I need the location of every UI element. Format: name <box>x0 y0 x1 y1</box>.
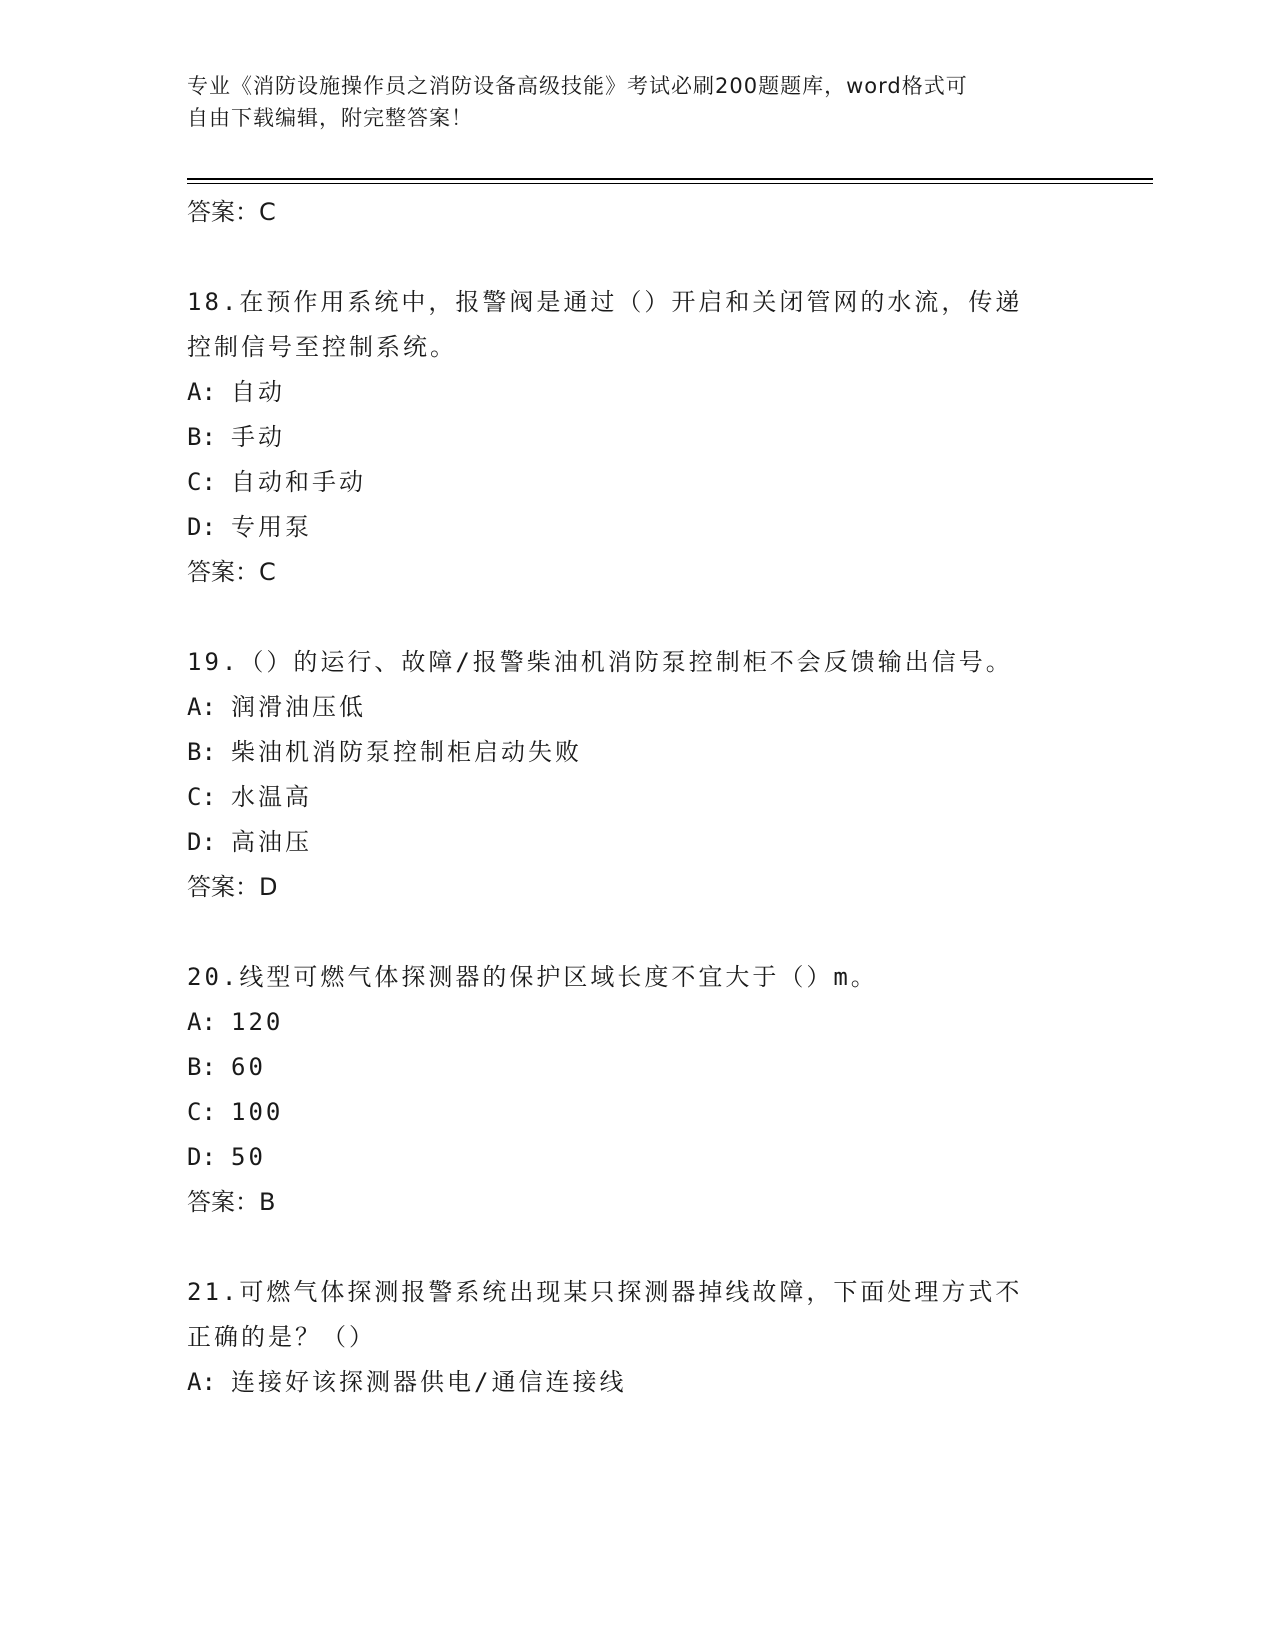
option-text: 120 <box>231 1008 284 1036</box>
option-b <box>187 415 1087 460</box>
option-text: 60 <box>231 1053 266 1081</box>
option-a <box>187 685 1087 730</box>
option-c <box>187 775 1087 820</box>
question-stem-line: 19.（）的运行、故障/报警柴油机消防泵控制柜不会反馈输出信号。 <box>187 648 1013 676</box>
option-text: 自动和手动 <box>231 468 366 496</box>
question-stem-19 <box>187 640 1087 685</box>
option-key: A: <box>187 1008 216 1036</box>
option-text: 连接好该探测器供电/通信连接线 <box>231 1368 627 1396</box>
answer-20: 答案：B <box>187 1188 276 1216</box>
spacer <box>187 235 1087 280</box>
option-text: 润滑油压低 <box>231 693 366 721</box>
option-text: 100 <box>231 1098 284 1126</box>
option-key: A: <box>187 693 216 721</box>
spacer <box>187 1225 1087 1270</box>
option-a <box>187 370 1087 415</box>
option-text: 专用泵 <box>231 513 312 541</box>
option-text: 自动 <box>231 378 285 406</box>
option-b <box>187 730 1087 775</box>
option-d <box>187 1135 1087 1180</box>
question-stem-line: 控制信号至控制系统。 <box>187 333 457 361</box>
option-key: A: <box>187 378 216 406</box>
option-text: 高油压 <box>231 828 312 856</box>
header-line-2: 自由下载编辑，附完整答案！ <box>187 106 473 130</box>
header-divider-thick <box>187 178 1153 180</box>
option-key: B: <box>187 423 216 451</box>
option-key: C: <box>187 1098 216 1126</box>
question-stem-18 <box>187 280 1087 370</box>
option-key: C: <box>187 468 216 496</box>
question-stem-line: 20.线型可燃气体探测器的保护区域长度不宜大于（）m。 <box>187 963 878 991</box>
answer-18: 答案：C <box>187 558 276 586</box>
option-key: A: <box>187 1368 216 1396</box>
spacer <box>187 910 1087 955</box>
option-a <box>187 1000 1087 1045</box>
option-text: 柴油机消防泵控制柜启动失败 <box>231 738 582 766</box>
option-a <box>187 1360 1087 1405</box>
option-key: C: <box>187 783 216 811</box>
question-stem-line: 正确的是？（） <box>187 1323 376 1351</box>
option-text: 水温高 <box>231 783 312 811</box>
spacer <box>187 595 1087 640</box>
option-b <box>187 1045 1087 1090</box>
header-divider-thin <box>187 183 1153 184</box>
question-stem-line: 21.可燃气体探测报警系统出现某只探测器掉线故障，下面处理方式不 <box>187 1278 1023 1306</box>
option-d <box>187 820 1087 865</box>
question-stem-line: 18.在预作用系统中，报警阀是通过（）开启和关闭管网的水流，传递 <box>187 288 1023 316</box>
option-text: 50 <box>231 1143 266 1171</box>
option-key: D: <box>187 513 216 541</box>
document-header <box>187 70 1087 134</box>
option-key: B: <box>187 738 216 766</box>
header-line-1: 专业《消防设施操作员之消防设备高级技能》考试必刷200题题库，word格式可 <box>187 74 968 98</box>
option-c <box>187 1090 1087 1135</box>
option-key: B: <box>187 1053 216 1081</box>
answer-19: 答案：D <box>187 873 278 901</box>
question-stem-21 <box>187 1270 1087 1360</box>
option-text: 手动 <box>231 423 285 451</box>
question-list <box>187 190 1087 1405</box>
previous-answer: 答案：C <box>187 198 276 226</box>
question-stem-20 <box>187 955 1087 1000</box>
option-key: D: <box>187 828 216 856</box>
option-d <box>187 505 1087 550</box>
option-key: D: <box>187 1143 216 1171</box>
option-c <box>187 460 1087 505</box>
